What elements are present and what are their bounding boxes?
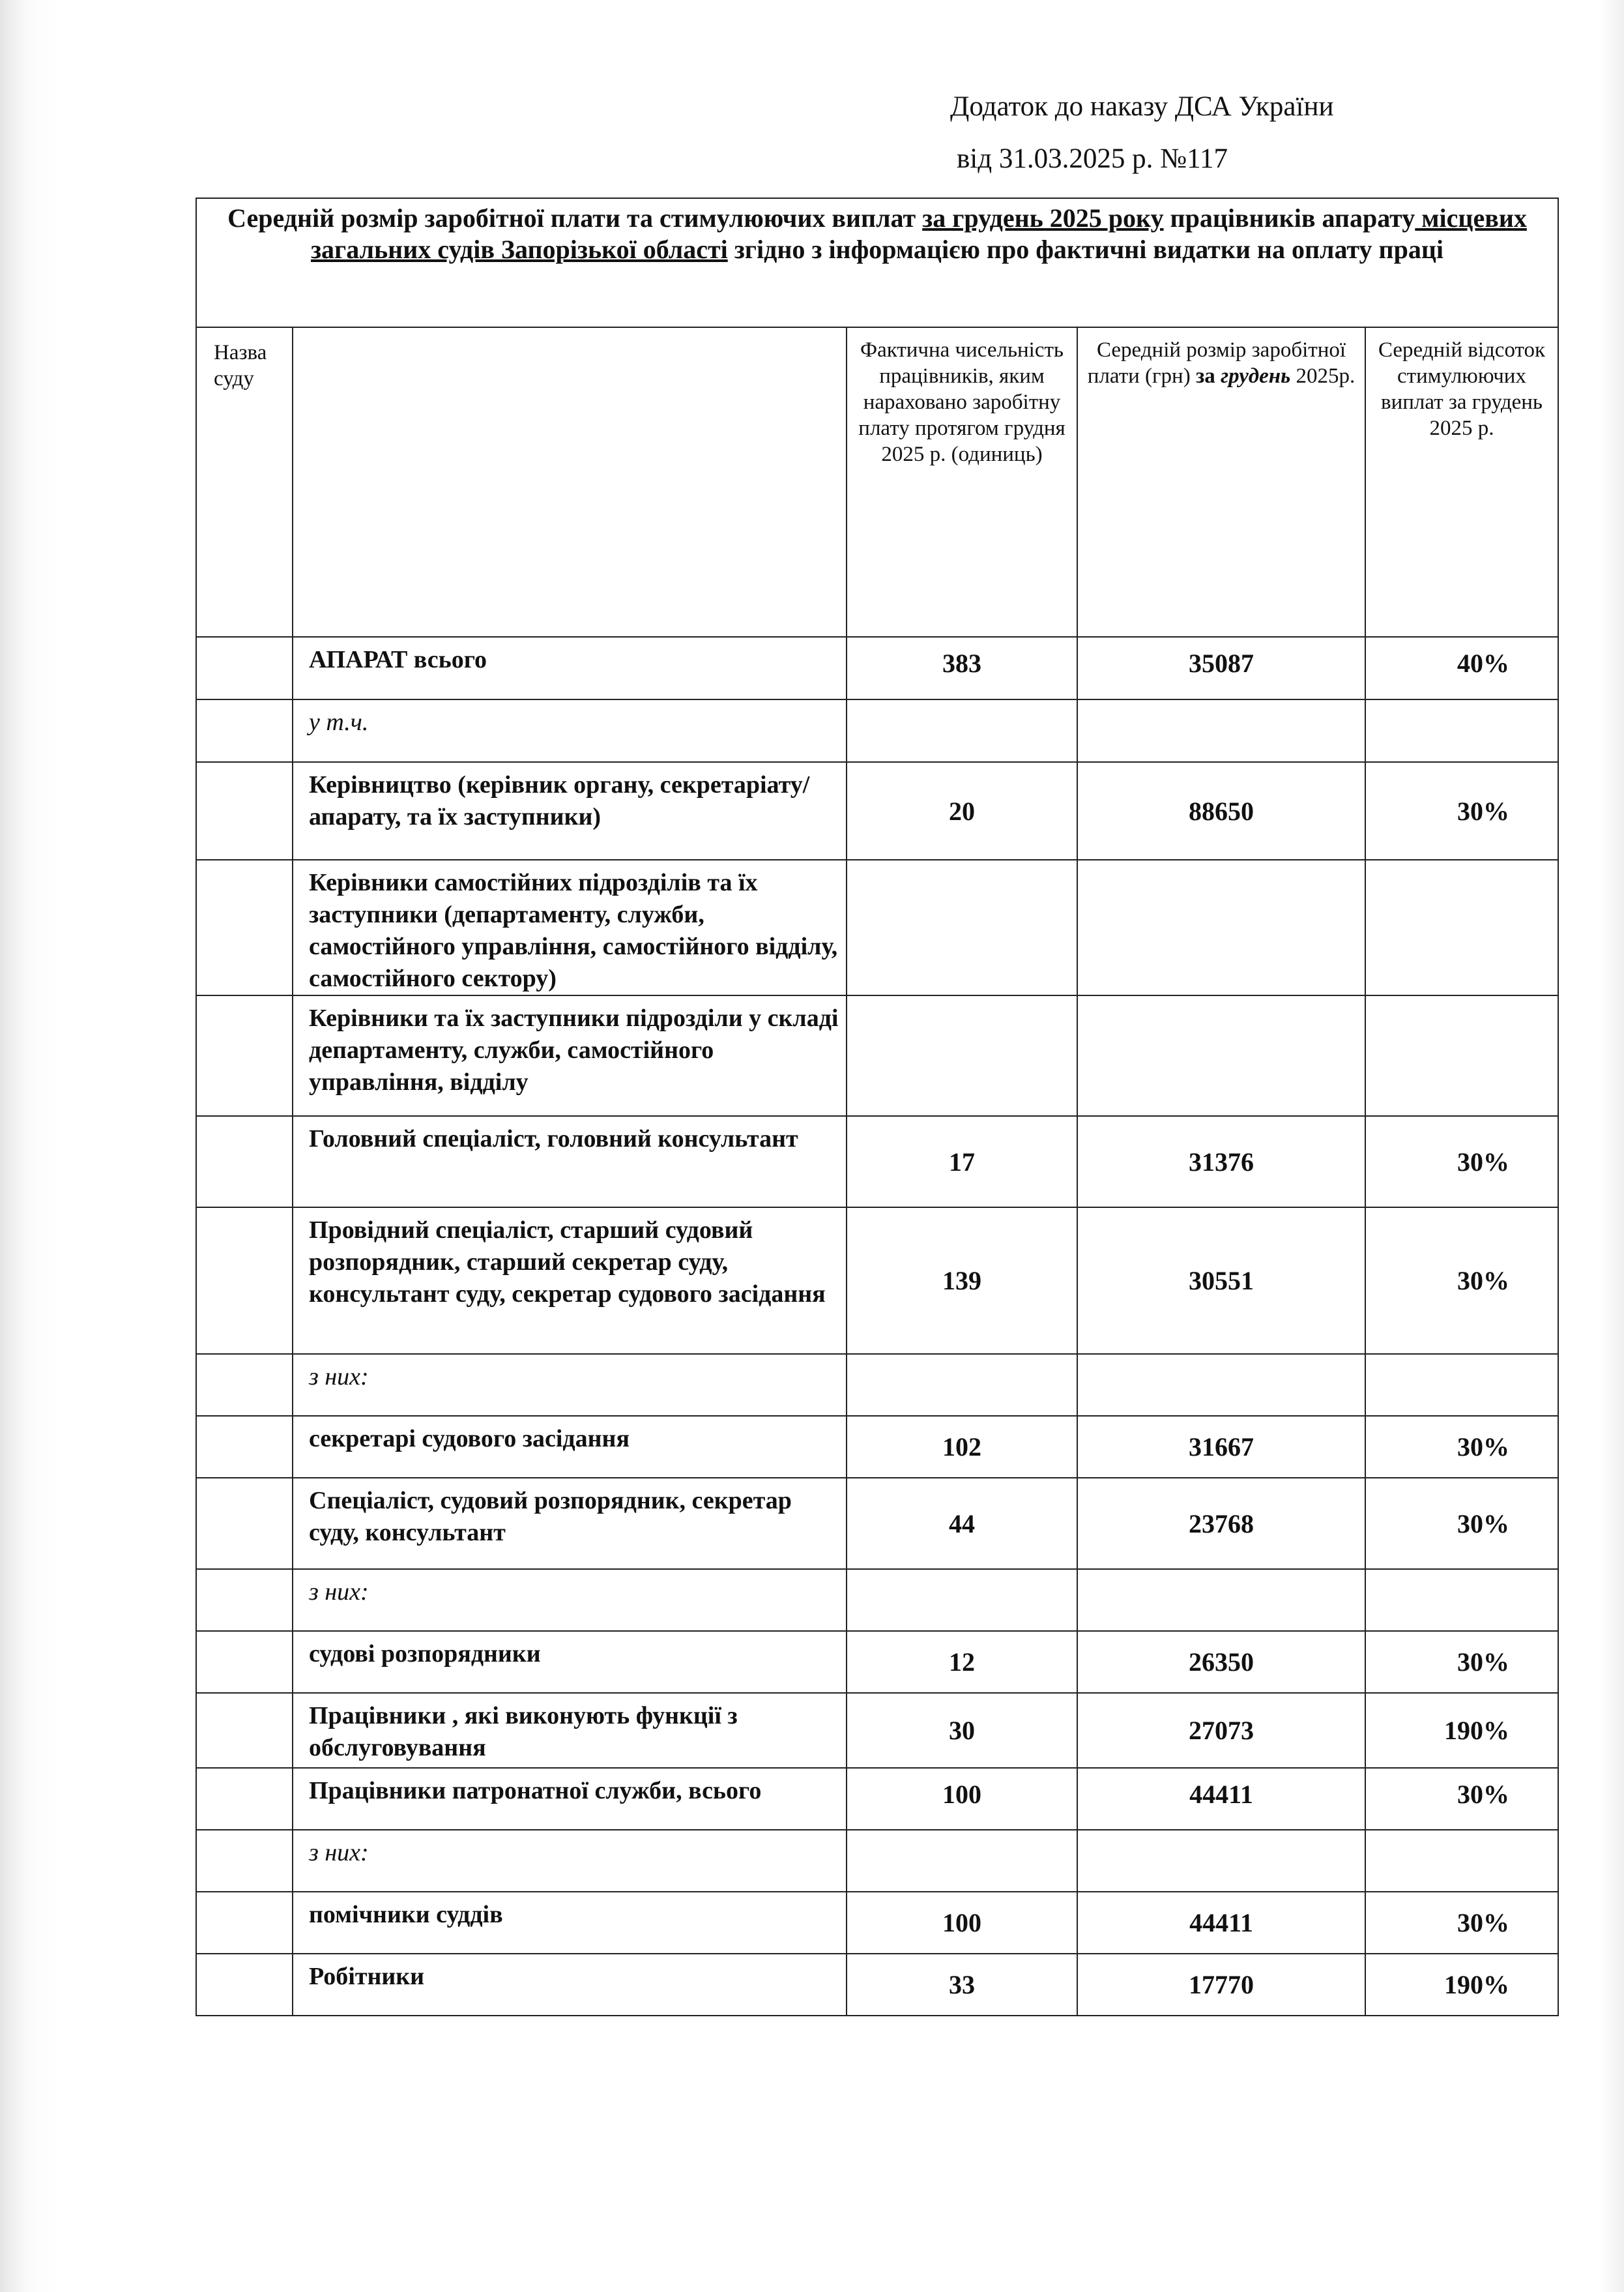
employee-count — [847, 1569, 1077, 1631]
employee-count: 102 — [847, 1416, 1077, 1478]
average-salary — [1077, 1354, 1365, 1416]
incentive-percent: 30% — [1365, 1416, 1558, 1478]
header-court-name: Назва суду — [196, 327, 293, 637]
table-row — [196, 860, 1558, 995]
court-name-cell — [196, 1768, 293, 1830]
incentive-percent: 30% — [1365, 1116, 1558, 1207]
table-row — [196, 1354, 1558, 1416]
average-salary: 23768 — [1077, 1478, 1365, 1569]
average-salary: 44411 — [1077, 1892, 1365, 1954]
table-row — [196, 762, 1558, 860]
position-name: Провідний спеціаліст, старший судовий розпорядник, старший секретар суду, консультант суду, секретар судового засідання — [293, 1207, 847, 1354]
position-name: Керівники та їх заступники підрозділи у складі департаменту, служби, самостійного управління, відділу — [293, 995, 847, 1116]
incentive-percent: 30% — [1365, 1631, 1558, 1693]
court-name-cell — [196, 699, 293, 762]
position-name: Робітники — [293, 1954, 847, 2016]
header-incentive-percent: Середній відсоток стимулюючих виплат за грудень 2025 р. — [1365, 327, 1558, 637]
title-row — [196, 198, 1558, 327]
scan-shadow-left — [0, 0, 59, 2292]
annex-reference: Додаток до наказу ДСА України — [950, 91, 1334, 122]
position-name: Працівники патронатної служби, всього — [293, 1768, 847, 1830]
average-salary: 31667 — [1077, 1416, 1365, 1478]
table-row — [196, 699, 1558, 762]
incentive-percent: 190% — [1365, 1954, 1558, 2016]
table-row — [196, 1416, 1558, 1478]
employee-count: 383 — [847, 637, 1077, 699]
average-salary — [1077, 860, 1365, 995]
salary-table — [196, 198, 1559, 2016]
average-salary — [1077, 1569, 1365, 1631]
employee-count — [847, 699, 1077, 762]
court-name-cell — [196, 860, 293, 995]
employee-count: 30 — [847, 1693, 1077, 1768]
position-name: з них: — [293, 1569, 847, 1631]
employee-count: 139 — [847, 1207, 1077, 1354]
table-row — [196, 995, 1558, 1116]
court-name-cell — [196, 762, 293, 860]
court-name-cell — [196, 1207, 293, 1354]
employee-count — [847, 860, 1077, 995]
position-name: Керівництво (керівник органу, секретаріату/апарату, та їх заступники) — [293, 762, 847, 860]
average-salary — [1077, 699, 1365, 762]
table-row — [196, 1116, 1558, 1207]
average-salary: 26350 — [1077, 1631, 1365, 1693]
court-name-cell — [196, 637, 293, 699]
table-row — [196, 1768, 1558, 1830]
employee-count: 100 — [847, 1892, 1077, 1954]
court-name-cell — [196, 1631, 293, 1693]
incentive-percent — [1365, 1569, 1558, 1631]
court-name-cell — [196, 1354, 293, 1416]
court-name-cell — [196, 1954, 293, 2016]
header-blank — [293, 327, 847, 637]
table-row — [196, 1569, 1558, 1631]
table-row — [196, 637, 1558, 699]
average-salary: 30551 — [1077, 1207, 1365, 1354]
incentive-percent: 30% — [1365, 1478, 1558, 1569]
employee-count: 12 — [847, 1631, 1077, 1693]
table-row — [196, 1693, 1558, 1768]
header-employee-count: Фактична чисельність працівників, яким нараховано заробітну плату протягом грудня 2025 р. (одиниць) — [847, 327, 1077, 637]
employee-count: 20 — [847, 762, 1077, 860]
header-average-salary: Середній розмір заробітної плати (грн) за грудень 2025р. — [1077, 327, 1365, 637]
employee-count — [847, 1354, 1077, 1416]
table-row — [196, 1478, 1558, 1569]
average-salary: 44411 — [1077, 1768, 1365, 1830]
position-name: у т.ч. — [293, 699, 847, 762]
incentive-percent — [1365, 1830, 1558, 1892]
incentive-percent — [1365, 1354, 1558, 1416]
incentive-percent — [1365, 699, 1558, 762]
average-salary: 31376 — [1077, 1116, 1365, 1207]
position-name: судові розпорядники — [293, 1631, 847, 1693]
incentive-percent: 40% — [1365, 637, 1558, 699]
position-name: АПАРАТ всього — [293, 637, 847, 699]
table-row — [196, 1631, 1558, 1693]
table-title: Середній розмір заробітної плати та стимулюючих виплат за грудень 2025 року працівників апарату місцевих загальних судів Запорізької області згідно з інформацією про фактичні видатки на оплату праці — [196, 198, 1558, 327]
court-name-cell — [196, 1478, 293, 1569]
table-row — [196, 1830, 1558, 1892]
court-name-cell — [196, 1416, 293, 1478]
court-name-cell — [196, 1892, 293, 1954]
employee-count: 44 — [847, 1478, 1077, 1569]
employee-count: 17 — [847, 1116, 1077, 1207]
incentive-percent: 190% — [1365, 1693, 1558, 1768]
incentive-percent: 30% — [1365, 1768, 1558, 1830]
position-name: Головний спеціаліст, головний консультант — [293, 1116, 847, 1207]
position-name: Спеціаліст, судовий розпорядник, секретар суду, консультант — [293, 1478, 847, 1569]
employee-count: 100 — [847, 1768, 1077, 1830]
table-row — [196, 1892, 1558, 1954]
incentive-percent — [1365, 860, 1558, 995]
position-name: з них: — [293, 1830, 847, 1892]
annex-date-number: від 31.03.2025 р. №117 — [957, 143, 1228, 174]
average-salary: 27073 — [1077, 1693, 1365, 1768]
table-row — [196, 1207, 1558, 1354]
position-name: секретарі судового засідання — [293, 1416, 847, 1478]
court-name-cell — [196, 1830, 293, 1892]
incentive-percent — [1365, 995, 1558, 1116]
average-salary: 88650 — [1077, 762, 1365, 860]
incentive-percent: 30% — [1365, 1207, 1558, 1354]
incentive-percent: 30% — [1365, 1892, 1558, 1954]
header-row — [196, 327, 1558, 637]
court-name-cell — [196, 1116, 293, 1207]
court-name-cell — [196, 1693, 293, 1768]
table-row — [196, 1954, 1558, 2016]
position-name: Працівники , які виконують функції з обслуговування — [293, 1693, 847, 1768]
average-salary: 17770 — [1077, 1954, 1365, 2016]
employee-count — [847, 1830, 1077, 1892]
employee-count — [847, 995, 1077, 1116]
incentive-percent: 30% — [1365, 762, 1558, 860]
average-salary — [1077, 995, 1365, 1116]
position-name: помічники суддів — [293, 1892, 847, 1954]
employee-count: 33 — [847, 1954, 1077, 2016]
court-name-cell — [196, 995, 293, 1116]
average-salary — [1077, 1830, 1365, 1892]
average-salary: 35087 — [1077, 637, 1365, 699]
position-name: Керівники самостійних підрозділів та їх заступники (департаменту, служби, самостійного управління, самостійного відділу, самостійного сектору) — [293, 860, 847, 995]
court-name-cell — [196, 1569, 293, 1631]
position-name: з них: — [293, 1354, 847, 1416]
scan-shadow-right — [1598, 0, 1624, 2292]
